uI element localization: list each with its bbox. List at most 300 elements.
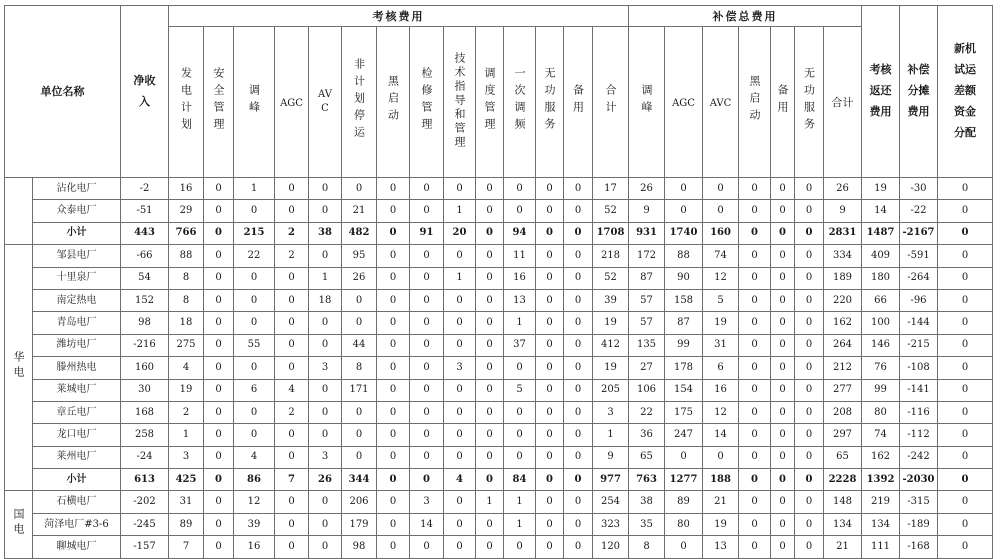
table-cell: -157 (121, 536, 169, 558)
subtotal-cell: 0 (938, 222, 993, 244)
subtotal-label: 小计 (33, 469, 121, 491)
col-header-black-start: 黑启动 (377, 27, 410, 178)
table-cell: 14 (703, 424, 739, 446)
col-header-reserve: 备用 (564, 27, 593, 178)
table-cell: 0 (234, 401, 275, 423)
table-row (5, 536, 993, 558)
table-cell: 0 (204, 200, 234, 222)
unit-name: 众泰电厂 (33, 200, 121, 222)
table-cell: 0 (410, 312, 444, 334)
table-cell: 80 (862, 401, 900, 423)
table-cell: 66 (862, 289, 900, 311)
subtotal-row (5, 222, 993, 244)
table-cell: 12 (703, 401, 739, 423)
table-cell: 65 (824, 446, 862, 468)
col-header-comp-total: 合计 (824, 27, 862, 178)
subtotal-cell: 0 (739, 469, 771, 491)
table-cell: -242 (900, 446, 938, 468)
table-cell: 134 (862, 513, 900, 535)
table-cell: 277 (824, 379, 862, 401)
table-cell: 29 (169, 200, 204, 222)
table-cell: -2 (121, 178, 169, 200)
table-cell: 0 (795, 491, 824, 513)
table-cell: 0 (703, 178, 739, 200)
table-cell: 148 (824, 491, 862, 513)
unit-name: 石横电厂 (33, 491, 121, 513)
subtotal-cell: 7 (275, 469, 309, 491)
subtotal-cell: 344 (342, 469, 377, 491)
table-cell: 0 (771, 379, 795, 401)
table-cell: 0 (795, 289, 824, 311)
table-cell: 0 (476, 379, 504, 401)
table-cell: 0 (377, 536, 410, 558)
table-row (5, 312, 993, 334)
unit-name: 十里泉厂 (33, 267, 121, 289)
subtotal-cell: 613 (121, 469, 169, 491)
subtotal-cell: -2030 (900, 469, 938, 491)
table-cell: 258 (121, 424, 169, 446)
table-cell: 0 (204, 334, 234, 356)
table-cell: 0 (739, 491, 771, 513)
table-cell: 218 (593, 245, 629, 267)
table-cell: 0 (204, 267, 234, 289)
table-cell: 0 (377, 491, 410, 513)
table-cell: 16 (234, 536, 275, 558)
table-cell: 0 (504, 401, 536, 423)
table-cell: 89 (169, 513, 204, 535)
table-cell: 8 (169, 267, 204, 289)
table-cell: 0 (739, 312, 771, 334)
table-cell: 0 (476, 424, 504, 446)
table-cell: 80 (665, 513, 703, 535)
table-cell: 19 (862, 178, 900, 200)
table-cell: 134 (824, 513, 862, 535)
table-cell: 21 (703, 491, 739, 513)
table-cell: -264 (900, 267, 938, 289)
table-cell: 135 (629, 334, 665, 356)
table-cell: 4 (234, 446, 275, 468)
table-cell: 0 (275, 513, 309, 535)
table-cell: -591 (900, 245, 938, 267)
table-cell: 9 (824, 200, 862, 222)
table-cell: 0 (476, 200, 504, 222)
table-cell: -216 (121, 334, 169, 356)
area-cell (5, 245, 33, 491)
unit-name: 沾化电厂 (33, 178, 121, 200)
table-cell: 111 (862, 536, 900, 558)
table-cell: 0 (204, 245, 234, 267)
table-cell: 0 (275, 289, 309, 311)
table-cell: -51 (121, 200, 169, 222)
subtotal-cell: 86 (234, 469, 275, 491)
table-cell: 89 (665, 491, 703, 513)
table-cell: 0 (275, 446, 309, 468)
col-header-peak-regulation: 调峰 (234, 27, 275, 178)
table-cell: 0 (410, 401, 444, 423)
table-cell: 0 (476, 289, 504, 311)
table-cell: 0 (564, 491, 593, 513)
table-cell: 57 (629, 312, 665, 334)
table-cell: 87 (629, 267, 665, 289)
table-cell: 0 (938, 200, 993, 222)
col-header-comp-reserve: 备用 (771, 27, 795, 178)
area-label: 华电 (12, 351, 25, 382)
table-cell: 0 (938, 334, 993, 356)
subtotal-cell: 425 (169, 469, 204, 491)
table-cell: 0 (410, 200, 444, 222)
table-cell: -245 (121, 513, 169, 535)
unit-name: 菏泽电厂#3-6 (33, 513, 121, 535)
col-header-dispatch-management: 调度管理 (476, 27, 504, 178)
table-cell: 0 (536, 357, 564, 379)
subtotal-cell: 91 (410, 222, 444, 244)
table-cell: 0 (444, 178, 476, 200)
table-cell: 0 (377, 289, 410, 311)
table-cell: 22 (234, 245, 275, 267)
table-cell: 219 (862, 491, 900, 513)
subtotal-cell: 0 (771, 222, 795, 244)
table-cell: 0 (739, 513, 771, 535)
table-cell: 0 (275, 312, 309, 334)
table-cell: 8 (629, 536, 665, 558)
table-cell: 30 (121, 379, 169, 401)
table-cell: 0 (476, 334, 504, 356)
new-unit-trial-header: 新机试运差额资金分配 (938, 6, 993, 178)
table-cell: 0 (665, 200, 703, 222)
table-cell: 0 (275, 357, 309, 379)
table-cell: 26 (824, 178, 862, 200)
table-cell: 0 (234, 267, 275, 289)
table-cell: 0 (771, 334, 795, 356)
col-header-comp-black-start: 黑启动 (739, 27, 771, 178)
unit-name: 聊城电厂 (33, 536, 121, 558)
table-cell: 0 (204, 446, 234, 468)
table-cell: -30 (900, 178, 938, 200)
table-cell: 0 (564, 200, 593, 222)
table-cell: 0 (377, 424, 410, 446)
table-cell: 0 (504, 357, 536, 379)
table-cell: 19 (593, 312, 629, 334)
table-cell: 206 (342, 491, 377, 513)
table-cell: 275 (169, 334, 204, 356)
table-cell: 3 (410, 491, 444, 513)
unit-name: 莱州电厂 (33, 446, 121, 468)
table-cell: 0 (564, 424, 593, 446)
table-cell: 0 (309, 513, 342, 535)
table-cell: 0 (938, 513, 993, 535)
subtotal-label: 小计 (33, 222, 121, 244)
table-cell: 0 (536, 513, 564, 535)
table-cell: 0 (795, 446, 824, 468)
table-cell: 0 (444, 424, 476, 446)
col-header-agc: AGC (275, 27, 309, 178)
table-cell: 0 (739, 245, 771, 267)
table-cell: 0 (564, 446, 593, 468)
table-cell: 0 (564, 536, 593, 558)
table-cell: 0 (444, 536, 476, 558)
subtotal-cell: 160 (703, 222, 739, 244)
table-cell: 0 (476, 357, 504, 379)
subtotal-cell: 0 (795, 469, 824, 491)
table-cell: 0 (536, 446, 564, 468)
table-row (5, 513, 993, 535)
table-cell: 0 (938, 401, 993, 423)
table-cell: 0 (444, 446, 476, 468)
table-cell: 0 (309, 200, 342, 222)
table-cell: 0 (275, 491, 309, 513)
table-cell: 0 (204, 401, 234, 423)
table-cell: 57 (629, 289, 665, 311)
table-cell: 1 (504, 312, 536, 334)
table-cell: 3 (309, 446, 342, 468)
table-cell: 0 (739, 267, 771, 289)
table-cell: 0 (204, 357, 234, 379)
table-cell: 0 (234, 312, 275, 334)
table-cell: 88 (169, 245, 204, 267)
table-cell: 0 (342, 401, 377, 423)
table-cell: 0 (275, 536, 309, 558)
table-cell: -116 (900, 401, 938, 423)
table-cell: 168 (121, 401, 169, 423)
table-cell: 247 (665, 424, 703, 446)
table-cell: 120 (593, 536, 629, 558)
table-cell: 74 (862, 424, 900, 446)
table-cell: 9 (629, 200, 665, 222)
table-cell: 1 (444, 200, 476, 222)
table-cell: 0 (771, 513, 795, 535)
subtotal-cell: 1277 (665, 469, 703, 491)
table-cell: 74 (703, 245, 739, 267)
table-row (5, 334, 993, 356)
table-cell: 0 (476, 267, 504, 289)
table-row (5, 491, 993, 513)
table-cell: 0 (234, 289, 275, 311)
col-header-reactive-service: 无功服务 (536, 27, 564, 178)
table-cell: 178 (665, 357, 703, 379)
table-cell: 19 (703, 312, 739, 334)
table-cell: 100 (862, 312, 900, 334)
table-cell: 8 (169, 289, 204, 311)
table-cell: 0 (275, 267, 309, 289)
table-cell: 0 (771, 491, 795, 513)
table-cell: 0 (564, 513, 593, 535)
table-cell: 0 (444, 379, 476, 401)
table-cell: 0 (410, 379, 444, 401)
table-cell: 0 (703, 446, 739, 468)
table-cell: 0 (377, 178, 410, 200)
subtotal-cell: 0 (536, 469, 564, 491)
table-cell: 19 (593, 357, 629, 379)
table-cell: 158 (665, 289, 703, 311)
net-income-header: 净收入 (121, 6, 169, 178)
table-cell: 12 (703, 267, 739, 289)
table-cell: 11 (504, 245, 536, 267)
table-cell: 0 (771, 536, 795, 558)
table-cell: 0 (771, 245, 795, 267)
table-cell: 0 (938, 446, 993, 468)
subtotal-cell: 0 (795, 222, 824, 244)
table-cell: 27 (629, 357, 665, 379)
table-cell: 0 (795, 424, 824, 446)
table-cell: 0 (795, 334, 824, 356)
compensation-share-header: 补偿分摊费用 (900, 6, 938, 178)
area-cell (5, 178, 33, 245)
table-cell: 1 (169, 424, 204, 446)
table-cell: 0 (795, 513, 824, 535)
table-cell: 0 (795, 200, 824, 222)
table-cell: 264 (824, 334, 862, 356)
col-header-comp-peak-regulation: 调峰 (629, 27, 665, 178)
table-cell: 0 (410, 334, 444, 356)
table-cell: 0 (795, 536, 824, 558)
table-cell: 55 (234, 334, 275, 356)
table-cell: 17 (593, 178, 629, 200)
table-cell: 39 (234, 513, 275, 535)
table-cell: -108 (900, 357, 938, 379)
subtotal-cell: 766 (169, 222, 204, 244)
table-cell: -144 (900, 312, 938, 334)
table-cell: 2 (275, 245, 309, 267)
table-cell: 0 (342, 446, 377, 468)
table-cell: 39 (593, 289, 629, 311)
table-cell: 189 (824, 267, 862, 289)
table-cell: 0 (476, 536, 504, 558)
subtotal-cell: 26 (309, 469, 342, 491)
table-cell: 0 (938, 379, 993, 401)
table-cell: 87 (665, 312, 703, 334)
subtotal-cell: 0 (476, 222, 504, 244)
table-cell: 1 (593, 424, 629, 446)
subtotal-cell: 763 (629, 469, 665, 491)
subtotal-cell: 0 (771, 469, 795, 491)
table-cell: 152 (121, 289, 169, 311)
subtotal-cell: 1392 (862, 469, 900, 491)
table-cell: 1 (476, 491, 504, 513)
table-cell: 0 (234, 357, 275, 379)
table-cell: 0 (564, 267, 593, 289)
col-header-generation-plan: 发电计划 (169, 27, 204, 178)
subtotal-cell: 94 (504, 222, 536, 244)
table-cell: 0 (795, 379, 824, 401)
table-cell: 0 (234, 200, 275, 222)
table-cell: 44 (342, 334, 377, 356)
table-cell: 0 (309, 401, 342, 423)
table-cell: 98 (121, 312, 169, 334)
table-cell: 16 (169, 178, 204, 200)
table-cell: 0 (410, 178, 444, 200)
table-cell: 26 (342, 267, 377, 289)
table-cell: 0 (309, 424, 342, 446)
table-cell: 0 (938, 245, 993, 267)
table-cell: 162 (862, 446, 900, 468)
table-cell: 0 (739, 200, 771, 222)
table-cell: 0 (504, 178, 536, 200)
table-cell: 0 (444, 312, 476, 334)
table-cell: 0 (444, 491, 476, 513)
col-header-primary-frequency: 一次调频 (504, 27, 536, 178)
table-cell: 0 (564, 312, 593, 334)
table-cell: 106 (629, 379, 665, 401)
table-cell: 35 (629, 513, 665, 535)
table-cell: 179 (342, 513, 377, 535)
table-cell: 0 (536, 424, 564, 446)
table-cell: 36 (629, 424, 665, 446)
table-cell: 14 (410, 513, 444, 535)
table-cell: 0 (309, 379, 342, 401)
table-cell: 37 (504, 334, 536, 356)
table-cell: 12 (234, 491, 275, 513)
table-cell: 0 (377, 245, 410, 267)
table-cell: 18 (169, 312, 204, 334)
table-cell: 21 (342, 200, 377, 222)
table-cell: 0 (204, 491, 234, 513)
table-cell: 1 (309, 267, 342, 289)
subtotal-cell: 0 (536, 222, 564, 244)
table-cell: 5 (703, 289, 739, 311)
table-row (5, 200, 993, 222)
subtotal-cell: 0 (410, 469, 444, 491)
subtotal-cell: 0 (377, 469, 410, 491)
table-cell: 14 (862, 200, 900, 222)
table-row (5, 446, 993, 468)
table-cell: 8 (342, 357, 377, 379)
subtotal-cell: 2 (275, 222, 309, 244)
table-cell: 0 (410, 267, 444, 289)
table-cell: 38 (629, 491, 665, 513)
subtotal-row (5, 469, 993, 491)
table-cell: 0 (771, 357, 795, 379)
subtotal-cell: 215 (234, 222, 275, 244)
table-cell: 13 (504, 289, 536, 311)
table-cell: -24 (121, 446, 169, 468)
table-cell: 0 (564, 178, 593, 200)
unit-name: 龙口电厂 (33, 424, 121, 446)
table-cell: 0 (410, 424, 444, 446)
table-row (5, 289, 993, 311)
table-cell: 412 (593, 334, 629, 356)
table-row (5, 267, 993, 289)
table-cell: 0 (795, 267, 824, 289)
table-cell: 0 (771, 401, 795, 423)
table-cell: 2 (169, 401, 204, 423)
table-cell: 5 (504, 379, 536, 401)
table-cell: 0 (739, 357, 771, 379)
table-cell: 0 (204, 289, 234, 311)
table-cell: 212 (824, 357, 862, 379)
table-cell: -66 (121, 245, 169, 267)
table-cell: 0 (444, 401, 476, 423)
table-cell: 18 (309, 289, 342, 311)
table-cell: 0 (739, 536, 771, 558)
table-cell: 13 (703, 536, 739, 558)
table-cell: 90 (665, 267, 703, 289)
table-cell: 21 (824, 536, 862, 558)
table-cell: 0 (739, 446, 771, 468)
table-cell: 0 (665, 446, 703, 468)
table-cell: 0 (444, 513, 476, 535)
subtotal-cell: 0 (204, 222, 234, 244)
subtotal-cell: 1708 (593, 222, 629, 244)
subtotal-cell: 188 (703, 469, 739, 491)
table-cell: 0 (342, 289, 377, 311)
table-cell: 0 (536, 379, 564, 401)
subtotal-cell: 931 (629, 222, 665, 244)
table-cell: 3 (593, 401, 629, 423)
table-cell: -168 (900, 536, 938, 558)
table-cell: -215 (900, 334, 938, 356)
table-cell: 0 (536, 536, 564, 558)
table-cell: 0 (275, 334, 309, 356)
